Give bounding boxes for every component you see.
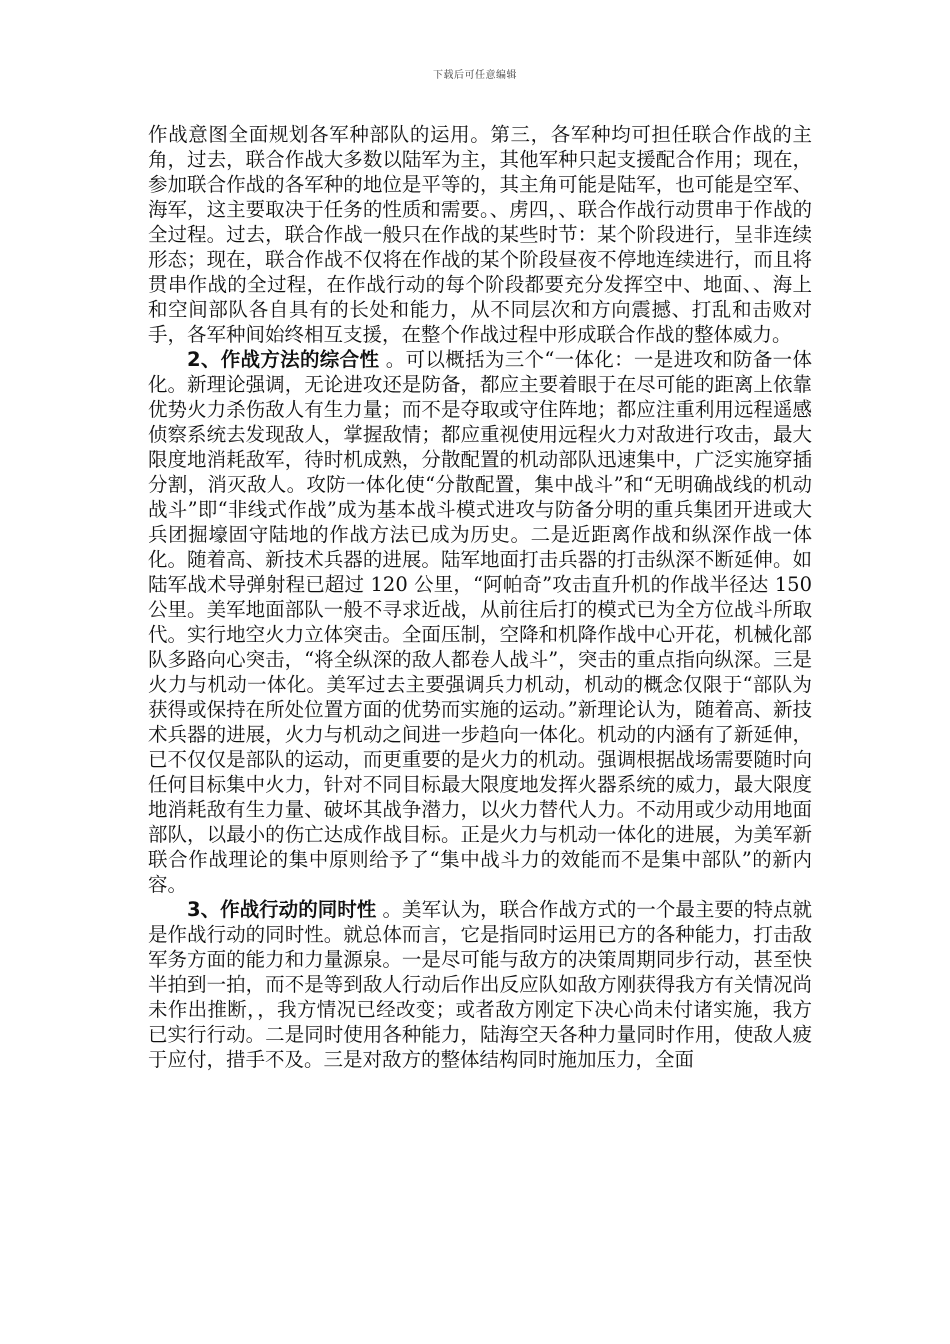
section-heading-2: 2、作战方法的综合性 (187, 348, 380, 371)
paragraph-3 (148, 897, 812, 1072)
paragraph-2 (148, 347, 812, 897)
header-note: 下载后可任意编辑 (433, 70, 517, 81)
document-body (148, 122, 812, 1072)
section-heading-3: 3、作战行动的同时性 (187, 898, 377, 921)
paragraph-3-text: 。美军认为，联合作战方式的一个最主要的特点就是作战行动的同时性。就总体而言，它是指同时运用已方的各种能力，打击敌军务方面的能力和力量源泉。一是尽可能与敌方的决策周期同步行动，甚至快半拍到一拍，而不是等到敌人行动后作出反应队如敌方刚获得我方有关情况尚未作出推断，，我方情况已经改变；或者敌方刚定下决心尚未付诸实施，我方已实行行动。二是同时使用各种能力，陆海空天各种力量同时作用，使敌人疲于应付，措手不及。三是对敌方的整体结构同时施加压力，全面 (148, 898, 812, 1071)
paragraph-2-text: 。可以概括为三个“一体化：一是进攻和防备一体化。新理论强调，无论进攻还是防备，都应主要着眼于在尽可能的距离上依靠优势火力杀伤敌人有生力量；而不是夺取或守住阵地；都应注重利用远程遥感侦察系统去发现敌人，掌握敌情；都应重视使用远程火力对敌进行攻击，最大限度地消耗敌军，待时机成熟，分散配置的机动部队迅速集中，广泛实施穿插分割，消灭敌人。攻防一体化使“分散配置，集中战斗”和“无明确战线的机动战斗”即“非线式作战”成为基本战斗模式进攻与防备分明的重兵集团开进或大兵团掘壕固守陆地的作战方法已成为历史。二是近距离作战和纵深作战一体化。随着高、新技术兵器的进展。陆军地面打击兵器的打击纵深不断延伸。如陆军战术导弹射程已超过 120 公里，“阿帕奇”攻击直升机的作战半径达 150 公里。美军地面部队一般不寻求近战，从前往后打的模式已为全方位战斗所取代。实行地空火力立体突击。全面压制，空降和机降作战中心开花，机械化部队多路向心突击，“将全纵深的敌人都卷人战斗”，突击的重点指向纵深。三是火力与机动一体化。美军过去主要强调兵力机动，机动的概念仅限于“部队为获得或保持在所处位置方面的优势而实施的运动。”新理论认为，随着高、新技术兵器的进展，火力与机动之间进一步趋向一体化。机动的内涵有了新延伸，已不仅仅是部队的运动，而更重要的是火力的机动。强调根据战场需要随时向任何目标集中火力，针对不同目标最大限度地发挥火器系统的威力，最大限度地消耗敌有生力量、破坏其战争潜力，以火力替代人力。不动用或少动用地面部队，以最小的伤亡达成作战目标。正是火力与机动一体化的进展，为美军新联合作战理论的集中原则给予了“集中战斗力的效能而不是集中部队”的新内容。 (148, 348, 812, 896)
paragraph-1 (148, 122, 812, 347)
paragraph-1-text: 作战意图全面规划各军种部队的运用。第三，各军种均可担任联合作战的主角，过去，联合作战大多数以陆军为主，其他军种只起支援配合作用；现在，参加联合作战的各军种的地位是平等的，其主角可能是陆军，也可能是空军、海军，这主要取决于任务的性质和需要。、虏四，、联合作战行动贯串于作战的全过程。过去，联合作战一般只在作战的某些时节：某个阶段进行，呈非连续形态；现在，联合作战不仅将在作战的某个阶段昼夜不停地连续进行，而且将贯串作战的全过程，在作战行动的每个阶段都要充分发挥空中、地面、、海上和空间部队各自具有的长处和能力，从不同层次和方向震撼、打乱和击败对手，各军种间始终相互支援，在整个作战过程中形成联合作战的整体威力。 (148, 123, 812, 346)
